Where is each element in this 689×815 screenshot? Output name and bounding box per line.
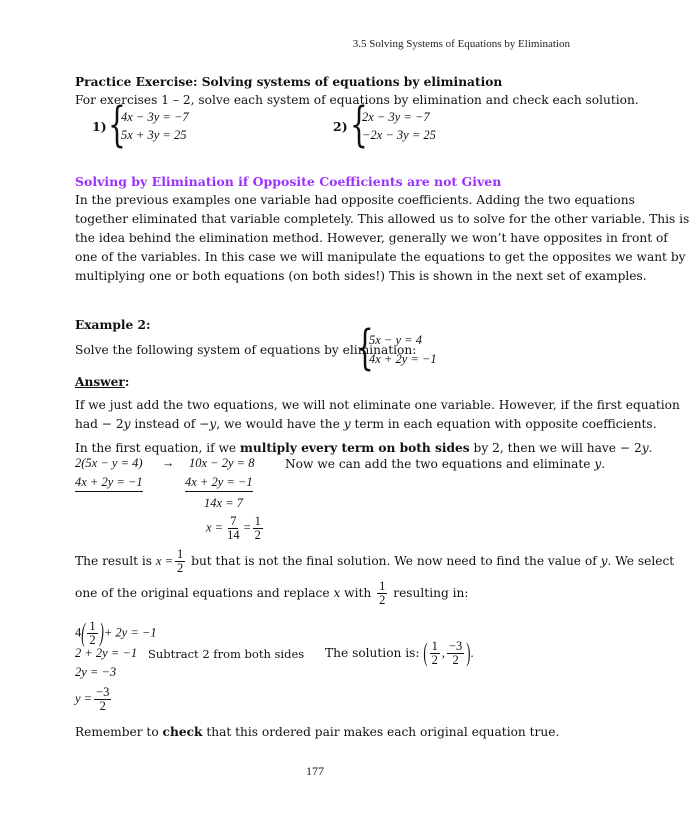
exercise-2-brace: {	[350, 96, 368, 153]
section-title: Solving by Elimination if Opposite Coefficients are not Given	[75, 174, 502, 189]
section-paragraph-line: the idea behind the elimination method. However, generally we won’t have opposites in front of	[75, 231, 668, 245]
reminder-text: Remember to check that this ordered pair makes each original equation true.	[75, 725, 560, 739]
work-note: Now we can add the two equations and eliminate y.	[285, 457, 606, 471]
step-subtract: 2y = −3	[75, 665, 117, 679]
answer-line: In the first equation, if we multiply every term on both sides by 2, then we will have − 2y.	[75, 441, 653, 455]
exercise-1-label: 1)	[92, 119, 107, 134]
example-title: Example 2:	[75, 318, 151, 332]
result-line: one of the original equations and replace x with $\frac{1}{2}$ resulting in:	[75, 579, 469, 608]
exercise-1-eq1: 4x − 3y = −7	[121, 110, 189, 124]
answer-line: had − 2y instead of −y, we would have the y term in each equation with opposite coefficients.	[75, 417, 657, 431]
exercise-2-eq2: −2x − 3y = 25	[362, 128, 436, 142]
answer-label: Answer:	[75, 375, 130, 389]
practice-title: Practice Exercise: Solving systems of equations by elimination	[75, 75, 503, 89]
exercise-2-label: 2)	[333, 119, 348, 134]
example-brace: {	[356, 319, 374, 376]
work-eq2-right: 4x + 2y = −1	[185, 475, 253, 492]
exercise-2-eq1: 2x − 3y = −7	[362, 110, 430, 124]
section-paragraph-line: together eliminated that variable completely. This allowed us to solve for the other variable. This is	[75, 212, 689, 226]
example-prompt: Solve the following system of equations by elimination:	[75, 343, 417, 357]
step-y-solution: y = $\frac{-3}{2}$	[75, 685, 110, 714]
practice-instructions: For exercises 1 – 2, solve each system of equations by elimination and check each solution.	[75, 93, 639, 107]
running-header: 3.5 Solving Systems of Equations by Elimination	[352, 38, 570, 50]
work-eq2-left: 4x + 2y = −1	[75, 475, 143, 492]
step-note: Subtract 2 from both sides	[148, 647, 305, 661]
page-number: 177	[306, 764, 324, 778]
section-paragraph-line: multiplying one or both equations (on both sides!) This is shown in the next set of examples.	[75, 269, 647, 283]
exercise-1-brace: {	[108, 96, 126, 153]
step-simplify: 2 + 2y = −1	[75, 646, 138, 660]
work-sum: 14x = 7	[204, 496, 243, 510]
exercise-1-eq2: 5x + 3y = 25	[121, 128, 187, 142]
section-paragraph-line: In the previous examples one variable had opposite coefficients. Adding the two equations	[75, 193, 635, 207]
answer-line: If we just add the two equations, we will not eliminate one variable. However, if the first equation	[75, 398, 680, 412]
example-eq2: 4x + 2y = −1	[369, 352, 437, 366]
work-eq1-scaled: 10x − 2y = 8	[189, 456, 255, 470]
solution-statement: The solution is: ( $\frac{1}{2}$ , $\frac{-3}{2}$ ).	[325, 637, 474, 668]
work-x-solution: x = $\frac{7}{14}$ = $\frac{1}{2}$	[206, 514, 261, 543]
section-paragraph-line: one of the variables. In this case we will manipulate the equations to get the opposites we want by	[75, 250, 686, 264]
step-substitute: 4( $\frac{1}{2}$ )+ 2y = −1	[75, 617, 157, 648]
result-line: The result is x = $\frac{1}{2}$ but that is not the final solution. We now need to find the value of y. We select	[75, 547, 675, 576]
work-multiply: 2(5x − y = 4)	[75, 456, 143, 470]
work-arrow: →	[162, 456, 175, 470]
example-eq1: 5x − y = 4	[369, 333, 422, 347]
